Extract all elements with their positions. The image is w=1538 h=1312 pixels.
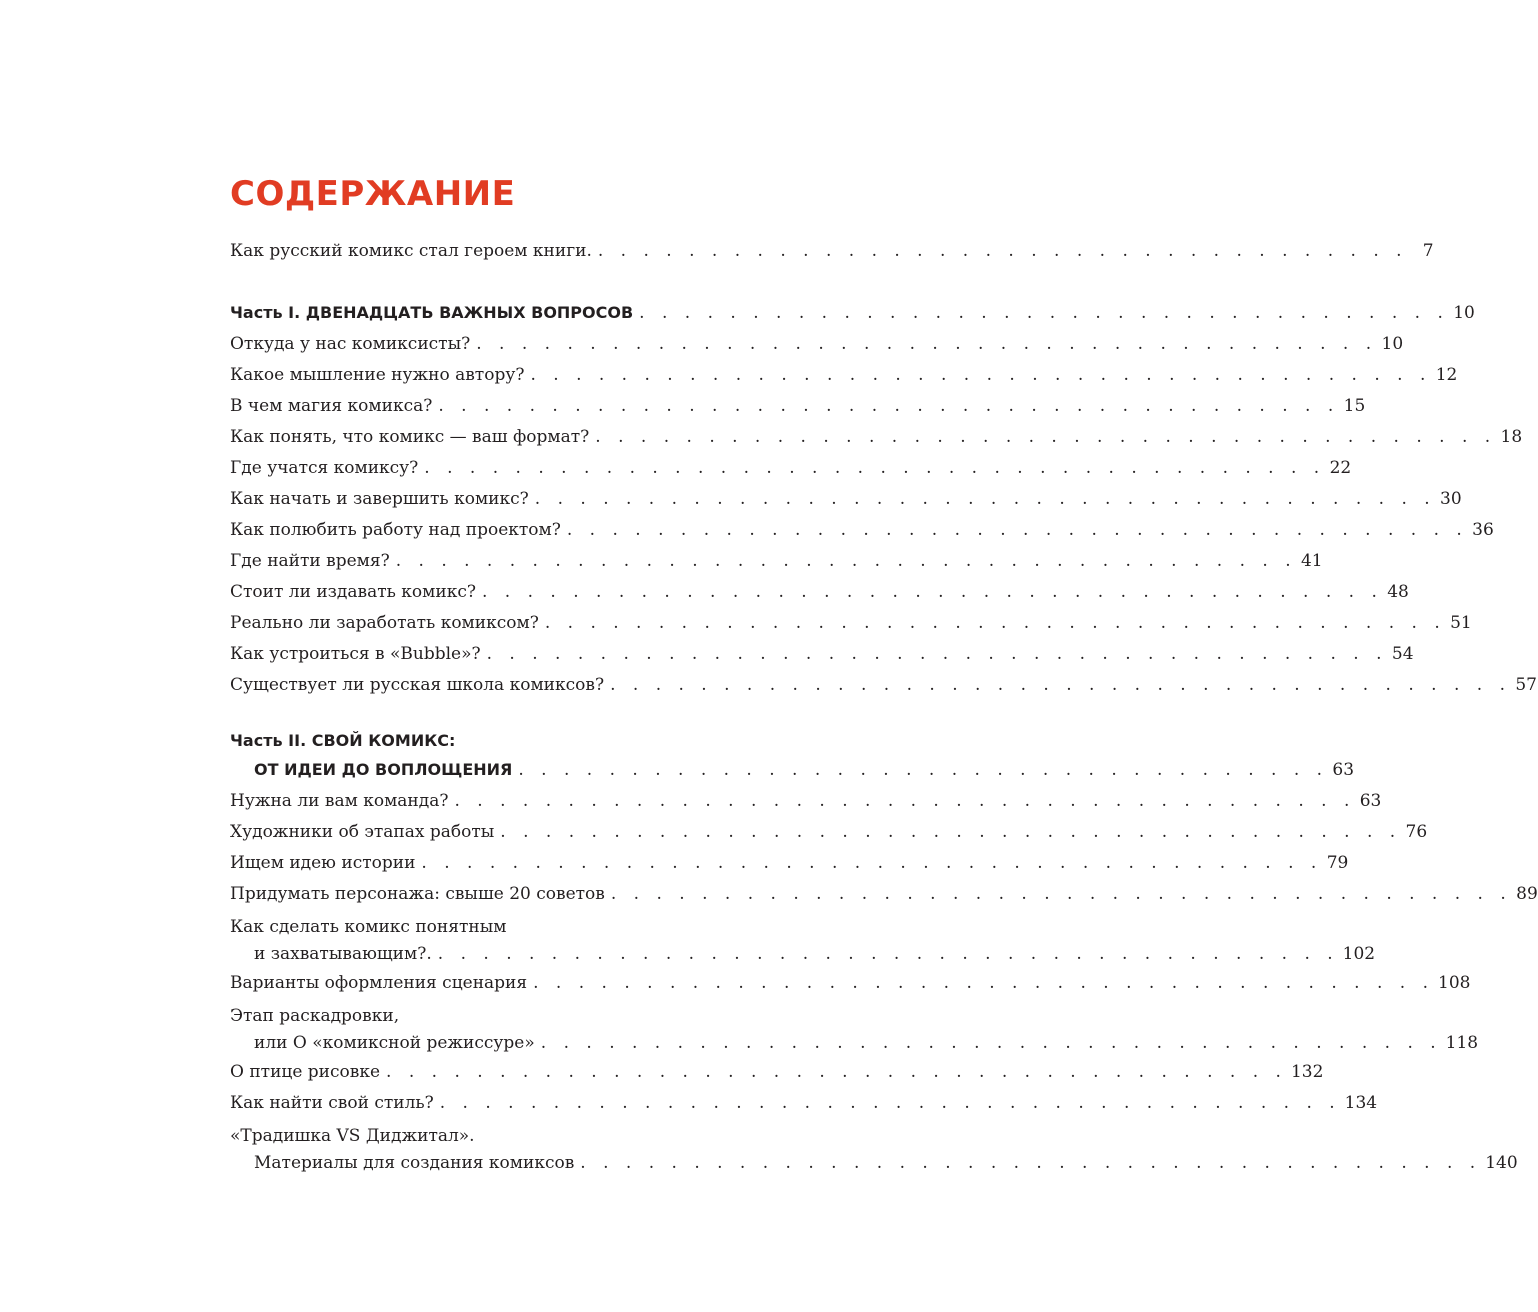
toc-entry: Откуда у нас комиксисты? . . . . . . . . . . . . . . . . . . . . . . . . . . . . . . . . . . . . . . . . 10 [230,329,705,360]
toc-entry: Реально ли заработать комиксом? . . . . . . . . . . . . . . . . . . . . . . . . . . . . . . . . . . . . . . . . 51 [230,608,705,639]
toc-entry-text: Как понять, что комикс — ваш формат? [230,427,590,447]
toc-entry-text: Откуда у нас комиксисты? [230,334,471,354]
toc-entry: Ищем идею истории . . . . . . . . . . . . . . . . . . . . . . . . . . . . . . . . . . . . . . . . 79 [230,848,705,879]
toc-entry-text: Какое мышление нужно автору? [230,365,525,385]
toc-entry-page: 134 [1344,1093,1378,1113]
toc-entry-page: 18 [1500,427,1523,447]
toc-entry-page: 54 [1391,644,1414,664]
toc-entry-page: 7 [1422,241,1434,261]
toc-entry: или О «комиксной режиссуре» . . . . . . . . . . . . . . . . . . . . . . . . . . . . . . . . . . . . . . . . 118 [230,1030,705,1057]
toc-entry-text: или О «комиксной режиссуре» [254,1033,535,1053]
toc-entry-text: Реально ли заработать комиксом? [230,613,539,633]
toc-entry-page: 140 [1485,1153,1518,1173]
toc-entry: Где учатся комиксу? . . . . . . . . . . . . . . . . . . . . . . . . . . . . . . . . . . . . . . . . 22 [230,453,705,484]
toc-entry: Как начать и завершить комикс? . . . . . . . . . . . . . . . . . . . . . . . . . . . . . . . . . . . . . . . . 30 [230,484,705,515]
page-title: СОДЕРЖАНИЕ [230,174,516,214]
toc-part2-heading: ОТ ИДЕИ ДО ВОПЛОЩЕНИЯ . . . . . . . . . . . . . . . . . . . . . . . . . . . . . . . . . . . . 63 [230,754,705,786]
toc-entry-page: 76 [1405,822,1428,842]
toc-entry-text: Как русский комикс стал героем книги. [230,241,592,261]
toc-entry-text: Где найти время? [230,551,390,571]
toc-entry: Нужна ли вам команда? . . . . . . . . . . . . . . . . . . . . . . . . . . . . . . . . . . . . . . . . 63 [230,786,705,817]
toc-entry-text: Как устроиться в «Bubble»? [230,644,481,664]
toc-entry: Художники об этапах работы . . . . . . . . . . . . . . . . . . . . . . . . . . . . . . . . . . . . . . . . 76 [230,817,705,848]
part2-multi-list [230,914,1518,1177]
toc-entry-text: Художники об этапах работы [230,822,495,842]
toc-entry-page: 79 [1326,853,1349,873]
toc-entry-page: 118 [1445,1033,1479,1053]
toc-entry-text: Ищем идею истории [230,853,416,873]
toc-entry: Как понять, что комикс — ваш формат? . . . . . . . . . . . . . . . . . . . . . . . . . . . . . . . . . . . . . . . . 18 [230,422,705,453]
toc-entry-text: Как найти свой стиль? [230,1093,434,1113]
toc-entry-page: 51 [1450,613,1472,633]
toc-entry-page: 30 [1440,489,1462,509]
toc-entry-text-line1: Как сделать комикс понятным [230,917,507,937]
toc-entry: Какое мышление нужно автору? . . . . . . . . . . . . . . . . . . . . . . . . . . . . . . . . . . . . . . . . 12 [230,360,705,391]
toc-entry-page: 63 [1359,791,1382,811]
toc-entry: Стоит ли издавать комикс? . . . . . . . . . . . . . . . . . . . . . . . . . . . . . . . . . . . . . . . . 48 [230,577,705,608]
toc-entry-text: Существует ли русская школа комиксов? [230,675,605,695]
toc-entry-text: Нужна ли вам команда? [230,791,449,811]
part1-list [230,329,1537,701]
toc-entry: Как найти свой стиль? . . . . . . . . . . . . . . . . . . . . . . . . . . . . . . . . . . . . . . . . 134 [230,1088,705,1119]
toc-entry-page: 108 [1438,973,1471,993]
toc-entry-text: Где учатся комиксу? [230,458,419,478]
toc-entry-text: О птице рисовке [230,1062,381,1082]
toc-entry-page: 41 [1300,551,1323,571]
toc-entry: Где найти время? . . . . . . . . . . . . . . . . . . . . . . . . . . . . . . . . . . . . . . . . 41 [230,546,705,577]
toc-entry-text: В чем магия комикса? [230,396,433,416]
toc-entry-text-line1: «Традишка VS Диджитал». [230,1126,475,1146]
toc-entry-text: Как полюбить работу над проектом? [230,520,561,540]
toc-entry-page: 48 [1387,582,1409,602]
toc-entry-text: Придумать персонажа: свыше 20 советов [230,884,605,904]
table-of-contents [230,172,1538,1177]
toc-entry-text: Материалы для создания комиксов [254,1153,575,1173]
toc-entry: В чем магия комикса? . . . . . . . . . . . . . . . . . . . . . . . . . . . . . . . . . . . . . . . . 15 [230,391,705,422]
toc-entry: Материалы для создания комиксов . . . . . . . . . . . . . . . . . . . . . . . . . . . . . . . . . . . . . . . . 140 [230,1150,705,1177]
toc-entry: Существует ли русская школа комиксов? . . . . . . . . . . . . . . . . . . . . . . . . . . . . . . . . . . . . . . . . 57 [230,670,705,701]
toc-entry: Как устроиться в «Bubble»? . . . . . . . . . . . . . . . . . . . . . . . . . . . . . . . . . . . . . . . . 54 [230,639,705,670]
toc-entry-text: Стоит ли издавать комикс? [230,582,476,602]
toc-entry-page: 132 [1290,1062,1324,1082]
toc-entry-text: и захватывающим?. [254,944,432,964]
toc-entry-text: Как начать и завершить комикс? [230,489,529,509]
toc-entry-page: 63 [1332,760,1355,780]
toc-entry-page: 22 [1329,458,1352,478]
toc-entry-page: 10 [1381,334,1404,354]
part-heading: Часть I. ДВЕНАДЦАТЬ ВАЖНЫХ ВОПРОСОВ [230,303,634,322]
part-heading: Часть II. СВОЙ КОМИКС: [230,731,456,750]
toc-entry-page: 102 [1342,944,1376,964]
toc-part1-heading: Часть I. ДВЕНАДЦАТЬ ВАЖНЫХ ВОПРОСОВ . . . . . . . . . . . . . . . . . . . . . . . . . . . . . . . . . . . . 10 [230,297,705,329]
toc-entry: и захватывающим?. . . . . . . . . . . . . . . . . . . . . . . . . . . . . . . . . . . . . . . . . 102 [230,941,705,968]
toc-entry-page: 57 [1515,675,1537,695]
toc-entry-page: 10 [1453,303,1475,323]
part2-list [230,786,1538,910]
toc-entry-page: 89 [1516,884,1538,904]
toc-entry: Придумать персонажа: свыше 20 советов . . . . . . . . . . . . . . . . . . . . . . . . . . . . . . . . . . . . . . . . 89 [230,879,705,910]
toc-entry-text: Варианты оформления сценария [230,973,528,993]
toc-entry: Как полюбить работу над проектом? . . . . . . . . . . . . . . . . . . . . . . . . . . . . . . . . . . . . . . . . 36 [230,515,705,546]
toc-entry-page: 36 [1472,520,1494,540]
toc-entry-page: 12 [1435,365,1458,385]
toc-entry: Варианты оформления сценария . . . . . . . . . . . . . . . . . . . . . . . . . . . . . . . . . . . . . . . . 108 [230,968,705,999]
toc-entry-page: 15 [1343,396,1366,416]
toc-entry-text-line1: Этап раскадровки, [230,1006,400,1026]
toc-entry: О птице рисовке . . . . . . . . . . . . . . . . . . . . . . . . . . . . . . . . . . . . . . . . 132 [230,1057,705,1088]
toc-entry-intro: Как русский комикс стал героем книги. . . . . . . . . . . . . . . . . . . . . . . . . . . . . . . . . . . . . 7 [230,236,705,267]
part-heading-line2: ОТ ИДЕИ ДО ВОПЛОЩЕНИЯ [254,760,513,779]
